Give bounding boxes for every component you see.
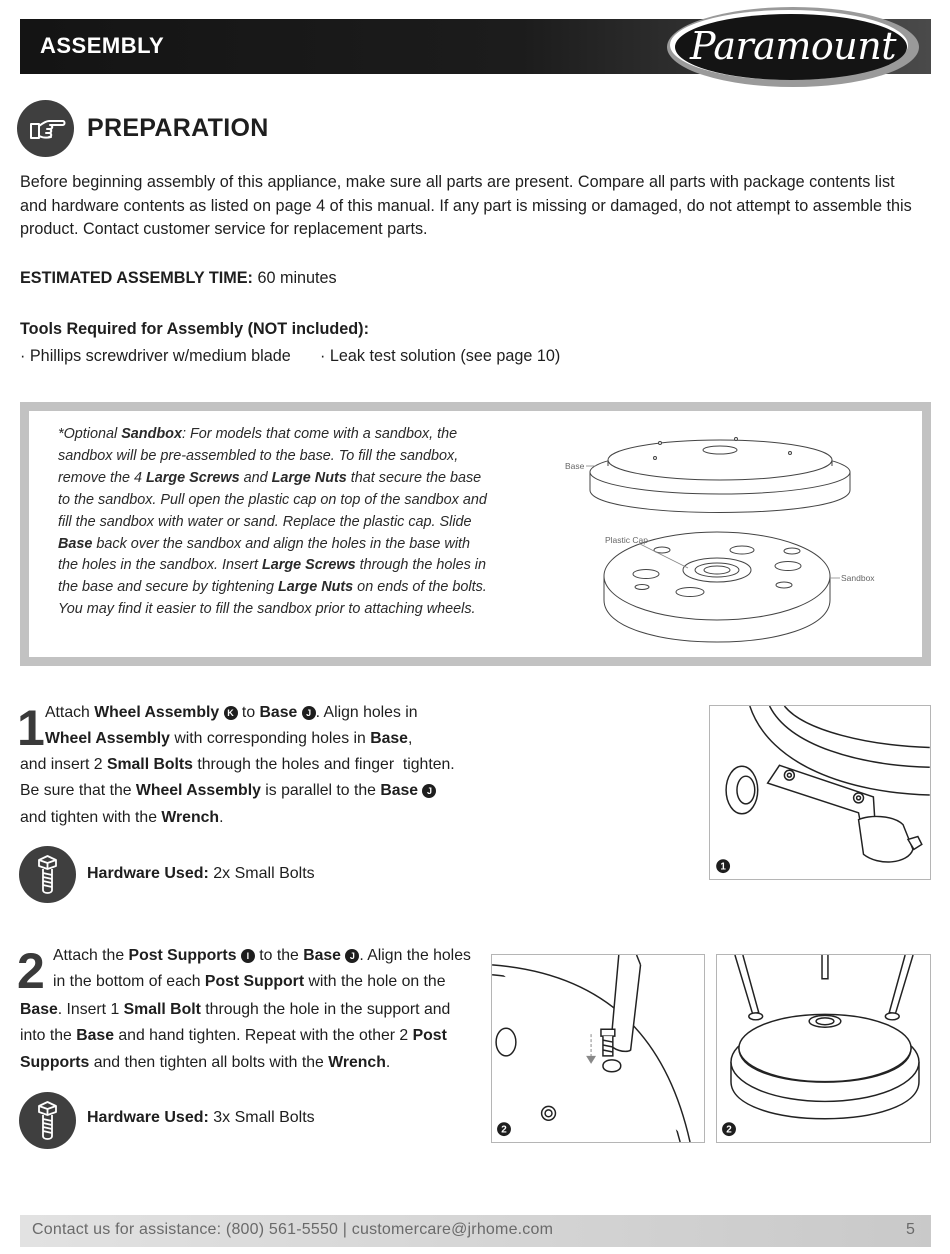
section-title: ASSEMBLY xyxy=(40,33,165,58)
step-1-text-top: Attach Wheel Assembly K to Base J . Align holes in Wheel Assembly with corresponding holes in Base, xyxy=(45,704,418,748)
step-1-text-bottom: and insert 2 Small Bolts through the holes and finger tighten. Be sure that the Wheel Assembly is parallel to the Base J and tighten with the Wrench. xyxy=(20,756,455,826)
plastic-cap-label: Plastic Cap xyxy=(605,535,648,545)
hardware-value: 2x Small Bolts xyxy=(213,865,315,882)
page-title: PREPARATION xyxy=(87,114,269,142)
bolt-icon xyxy=(19,1092,76,1149)
hardware-label: Hardware Used: xyxy=(87,1109,209,1126)
sandbox-note-text: *Optional Sandbox: For models that come with a sandbox, the sandbox will be pre-assembled to the base. To fill the sandbox, remove the 4 Large Screws and Large Nuts that secure the base to the sandbox. Pull open the plastic cap on top of the sandbox and fill the sandbox with water or sand. Replace the plastic cap. Slide Base back over the sandbox and align the holes in the base with the holes in the sandbox. Insert Large Screws through the holes in the base and secure by tightening Large Nuts on ends of the bolts. You may find it easier to fill the sandbox prior to attaching wheels. xyxy=(58,426,487,618)
tool-item: · Leak test solution (see page 10) xyxy=(320,347,561,365)
figure-badge: 1 xyxy=(720,861,726,873)
logo-text: Paramount xyxy=(690,24,896,68)
tool-item: · Phillips screwdriver w/medium blade xyxy=(20,347,291,365)
contact-info: Contact us for assistance: (800) 561-5550 | customercare@jrhome.com xyxy=(32,1221,554,1238)
figure-badge: 2 xyxy=(726,1124,732,1136)
sandbox-diagram xyxy=(560,420,900,650)
hardware-label: Hardware Used: xyxy=(87,865,209,882)
figure-badge: 2 xyxy=(501,1124,507,1136)
assembly-time xyxy=(20,269,337,288)
time-value: 60 minutes xyxy=(257,269,337,287)
base-label: Base xyxy=(565,461,585,471)
tools-heading: Tools Required for Assembly (NOT included): xyxy=(20,320,369,338)
step-2-figure-a xyxy=(491,954,705,1143)
hardware-used xyxy=(87,1109,315,1127)
step-1-figure xyxy=(709,705,931,880)
page-number: 5 xyxy=(906,1221,915,1238)
time-label: ESTIMATED ASSEMBLY TIME: xyxy=(20,269,253,287)
pointing-hand-icon xyxy=(17,100,74,157)
step-2-text-bottom: Base. Insert 1 Small Bolt through the hole in the support and into the Base and hand tighten. Repeat with the other 2 Post Supports and then tighten all bolts with the Wrench. xyxy=(20,1001,451,1071)
hardware-used xyxy=(87,865,315,883)
intro-paragraph: Before beginning assembly of this appliance, make sure all parts are present. Compare all parts with package contents list and hardware contents as listed on page 4 of this manual. If any part is missing or damaged, do not attempt to assemble this product. Contact customer service for replacement parts. xyxy=(20,173,912,238)
sandbox-label: Sandbox xyxy=(841,573,875,583)
step-2-figure-b xyxy=(716,954,931,1143)
step-number: 1 xyxy=(17,700,45,756)
step-number: 2 xyxy=(17,943,45,999)
hardware-value: 3x Small Bolts xyxy=(213,1109,315,1126)
brand-logo xyxy=(664,4,922,88)
bolt-icon xyxy=(19,846,76,903)
step-2-text-top: Attach the Post Supports I to the Base J . Align the holes in the bottom of each Post Support with the hole on the xyxy=(53,947,471,991)
